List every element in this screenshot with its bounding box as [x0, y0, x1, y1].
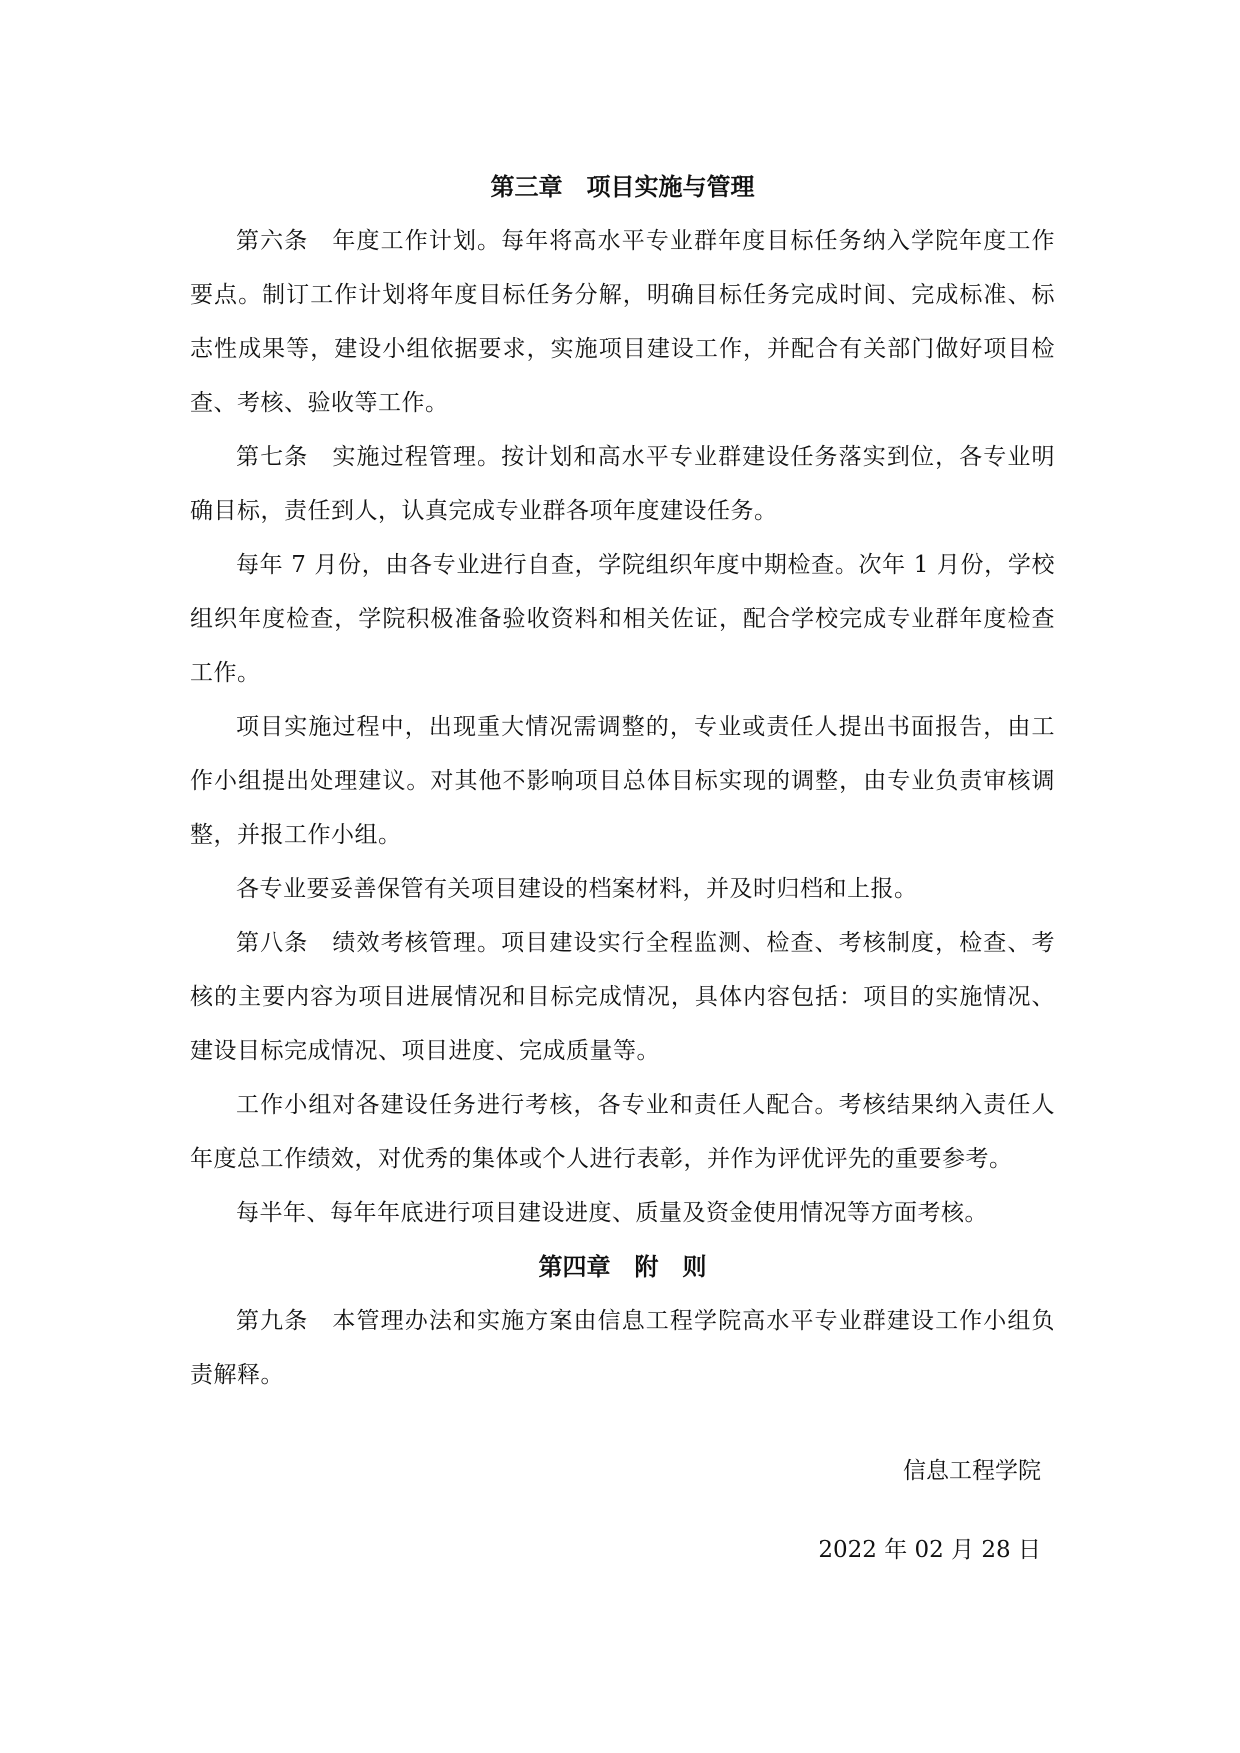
adjustment-paragraph: 项目实施过程中，出现重大情况需调整的，专业或责任人提出书面报告，由工作小组提出处理建议。对其他不影响项目总体目标实现的调整，由专业负责审核调整，并报工作小组。	[190, 714, 1055, 848]
archive-paragraph: 各专业要妥善保管有关项目建设的档案材料，并及时归档和上报。	[236, 876, 918, 902]
document-page	[190, 150, 1055, 1577]
signature-date: 2022 年 02 月 28 日	[818, 1537, 1041, 1563]
article-8-paragraph: 第八条 绩效考核管理。项目建设实行全程监测、检查、考核制度，检查、考核的主要内容为项目进展情况和目标完成情况，具体内容包括：项目的实施情况、建设目标完成情况、项目进度、完成质量等。	[190, 930, 1055, 1064]
assessment-paragraph: 工作小组对各建设任务进行考核，各专业和责任人配合。考核结果纳入责任人年度总工作绩效，对优秀的集体或个人进行表彰，并作为评优评先的重要参考。	[190, 1092, 1055, 1172]
chapter-4-heading: 第四章 附 则	[538, 1253, 707, 1281]
signature-organization: 信息工程学院	[903, 1458, 1041, 1484]
article-9-paragraph: 第九条 本管理办法和实施方案由信息工程学院高水平专业群建设工作小组负责解释。	[190, 1308, 1055, 1388]
semiannual-assessment-paragraph: 每半年、每年年底进行项目建设进度、质量及资金使用情况等方面考核。	[236, 1200, 988, 1226]
article-6-paragraph: 第六条 年度工作计划。每年将高水平专业群年度目标任务纳入学院年度工作要点。制订工作计划将年度目标任务分解，明确目标任务完成时间、完成标准、标志性成果等，建设小组依据要求，实施项目建设工作，并配合有关部门做好项目检查、考核、验收等工作。	[190, 228, 1055, 416]
chapter-3-heading: 第三章 项目实施与管理	[490, 173, 755, 201]
inspection-schedule-paragraph: 每年 7 月份，由各专业进行自查，学院组织年度中期检查。次年 1 月份，学校组织年度检查，学院积极准备验收资料和相关佐证，配合学校完成专业群年度检查工作。	[190, 552, 1055, 686]
article-7-paragraph: 第七条 实施过程管理。按计划和高水平专业群建设任务落实到位，各专业明确目标，责任到人，认真完成专业群各项年度建设任务。	[190, 444, 1055, 524]
